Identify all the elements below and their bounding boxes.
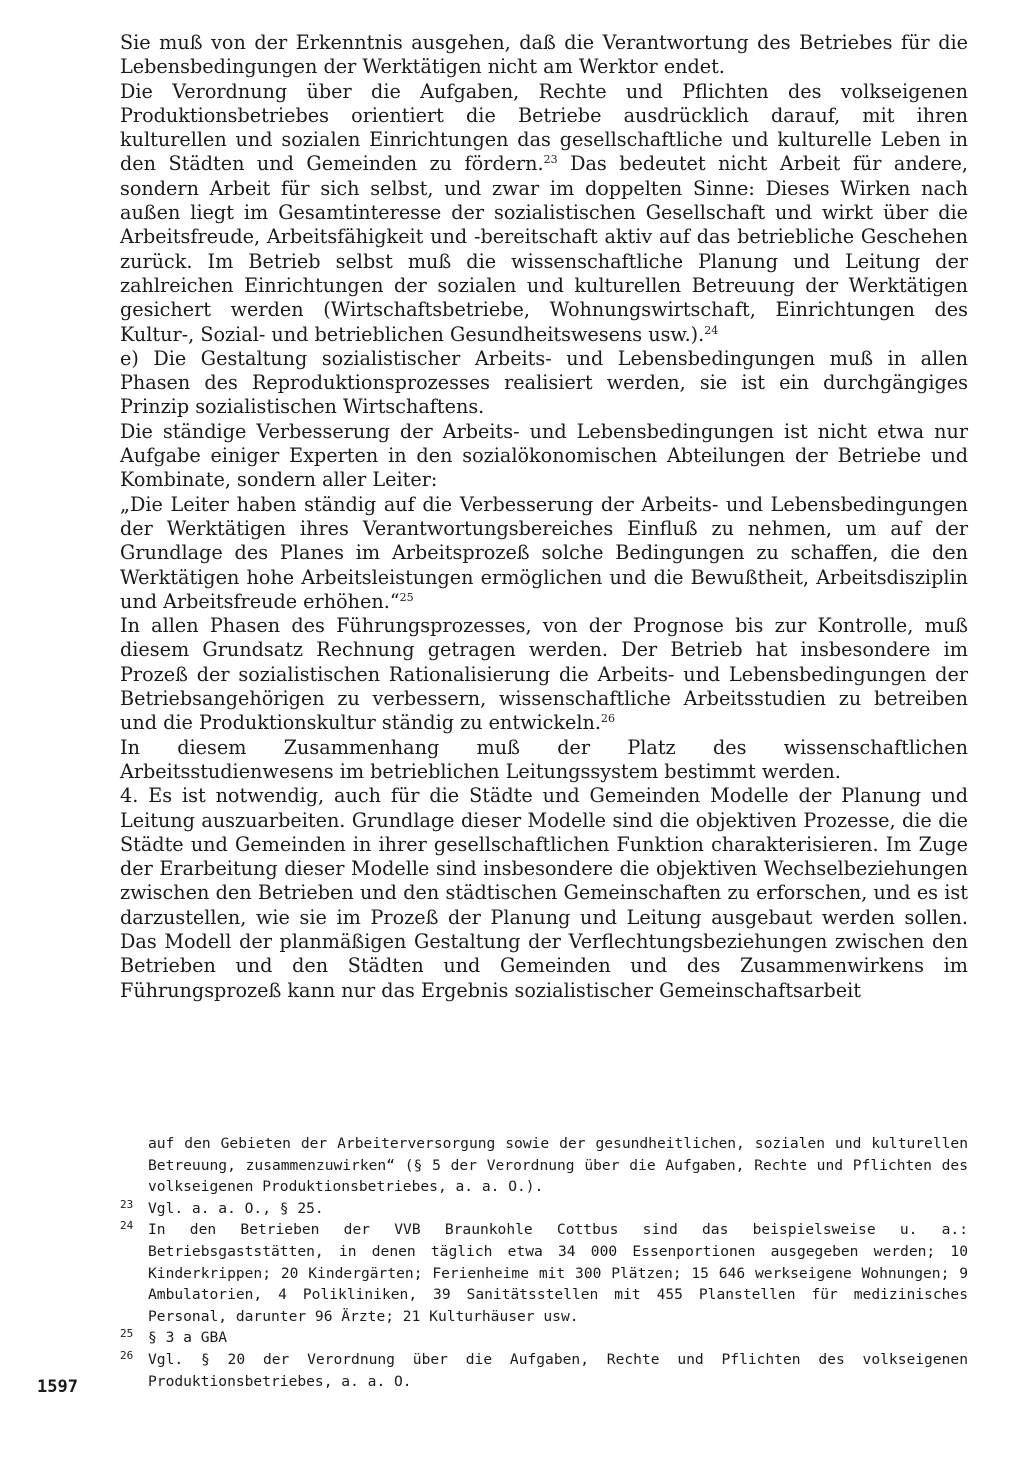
quote-paragraph: „Die Leiter haben ständig auf die Verbesserung der Arbeits- und Lebensbedingungen der Werktätigen ihres Verantwortungsbereiches Einfluß zu nehmen, um auf der Grundlage des Planes im Arbeitsprozeß solche Bedingungen zu schaffen, die den Werktätigen hohe Arbeitsleistungen ermöglichen und die Bewußtheit, Arbeitsdisziplin und Arbeitsfreude erhöhen.“$^{25}$ (120, 492, 968, 613)
page-number: 1597 (37, 1377, 78, 1397)
footnote-ref: 24 (704, 323, 719, 337)
paragraph: Die ständige Verbesserung der Arbeits- und Lebensbedingungen ist nicht etwa nur Aufgabe einiger Experten in den sozialökonomischen Abteilungen der Betriebe und Kombinate, sondern aller Leiter: (120, 419, 968, 492)
paragraph: e) Die Gestaltung sozialistischer Arbeits- und Lebensbedingungen muß in allen Phasen des Reproduktionsprozesses realisiert werden, sie ist ein durchgängiges Prinzip sozialistischen Wirtschaftens. (120, 346, 968, 419)
paragraph: Die Verordnung über die Aufgaben, Rechte und Pflichten des volkseigenen Produktionsbetriebes orientiert die Betriebe ausdrücklich darauf, mit ihren kulturellen und sozialen Einrichtungen das gesellschaftliche und kulturelle Leben in den Städten und Gemeinden zu fördern.$^{23}$ Das bedeutet nicht Arbeit für andere, sondern Arbeit für sich selbst, und zwar im doppelten Sinne: Dieses Wirken nach außen liegt im Gesamtinteresse der sozialistischen Gesellschaft und wirkt über die Arbeitsfreude, Arbeitsfähigkeit und -bereitschaft aktiv auf das betriebliche Geschehen zurück. Im Betrieb selbst muß die wissenschaftliche Planung und Leitung der zahlreichen Einrichtungen der sozialen und kulturellen Betreuung der Werktätigen gesichert werden (Wirtschaftsbetriebe, Wohnungswirtschaft, Einrichtungen des Kultur-, Sozial- und betrieblichen Gesundheitswesens usw.).$^{24}$ (120, 79, 968, 346)
footnote-continuation: auf den Gebieten der Arbeiterversorgung sowie der gesundheitlichen, sozialen und kulturellen Betreuung, zusammenzuwirken“ (§ 5 der Verordnung über die Aufgaben, Rechte und Pflichten des volkseigenen Produktionsbetriebes, a. a. O.). (148, 1135, 968, 1196)
footnote-number: 23 (120, 1197, 134, 1211)
paragraph: Sie muß von der Erkenntnis ausgehen, daß die Verantwortung des Betriebes für die Lebensbedingungen der Werktätigen nicht am Werktor endet. (120, 31, 968, 79)
main-text (120, 31, 968, 1003)
paragraph: 4. Es ist notwendig, auch für die Städte und Gemeinden Modelle der Planung und Leitung auszuarbeiten. Grundlage dieser Modelle sind die objektiven Prozesse, die die Städte und Gemeinden in ihrer gesellschaftlichen Funktion charakterisieren. Im Zuge der Erarbeitung dieser Modelle sind insbesondere die objektiven Wechselbeziehungen zwischen den Betrieben und den städtischen Gemeinschaften zu erforschen, und es ist darzustellen, wie sie im Prozeß der Planung und Leitung ausgebaut werden sollen. Das Modell der planmäßigen Gestaltung der Verflechtungsbeziehungen zwischen den Betrieben und den Städten und Gemeinden und des Zusammenwirkens im Führungsprozeß kann nur das Ergebnis sozialistischer Gemeinschaftsarbeit (120, 784, 968, 1002)
paragraph: In diesem Zusammenhang muß der Platz des wissenschaftlichen Arbeitsstudienwesens im betrieblichen Leitungssystem bestimmt werden. (120, 735, 968, 783)
footnote (120, 1348, 968, 1392)
footnote (120, 1327, 968, 1349)
footnote-number: 26 (120, 1348, 134, 1362)
footnote-text: § 3 a GBA (148, 1329, 228, 1347)
footnote-text: In den Betrieben der VVB Braunkohle Cottbus sind das beispielsweise u. a.: Betriebsgaststätten, in denen täglich etwa 34 000 Essenportionen ausgegeben werden; 10 Kinderkrippen; 20 Kindergärten; Ferienheime mit 300 Plätzen; 15 646 werkseigene Wohnungen; 9 Ambulatorien, 4 Polikliniken, 39 Sanitätsstellen mit 455 Planstellen für medizinisches Personal, darunter 96 Ärzte; 21 Kulturhäuser usw. (148, 1221, 968, 1325)
footnote (120, 1197, 968, 1220)
footnote-number: 24 (120, 1219, 134, 1233)
paragraph: In allen Phasen des Führungsprozesses, von der Prognose bis zur Kontrolle, muß diesem Grundsatz Rechnung getragen werden. Der Betrieb hat insbesondere im Prozeß der sozialistischen Rationalisierung die Arbeits- und Lebensbedingungen der Betriebsangehörigen zu verbessern, wissenschaftliche Arbeitsstudien zu betreiben und die Produktionskultur ständig zu entwickeln.$^{26}$ (120, 614, 968, 735)
footnote (120, 1219, 968, 1327)
footnote-text: Vgl. a. a. O., § 25. (148, 1199, 324, 1217)
footnote-ref: 25 (399, 590, 414, 604)
footnotes (120, 1133, 968, 1392)
footnote-number: 25 (120, 1327, 134, 1341)
footnote-ref: 23 (543, 153, 558, 167)
footnote-text: Vgl. § 20 der Verordnung über die Aufgaben, Rechte und Pflichten des volkseigenen Produktionsbetriebes, a. a. O. (148, 1350, 968, 1390)
footnote-ref: 26 (600, 712, 615, 726)
